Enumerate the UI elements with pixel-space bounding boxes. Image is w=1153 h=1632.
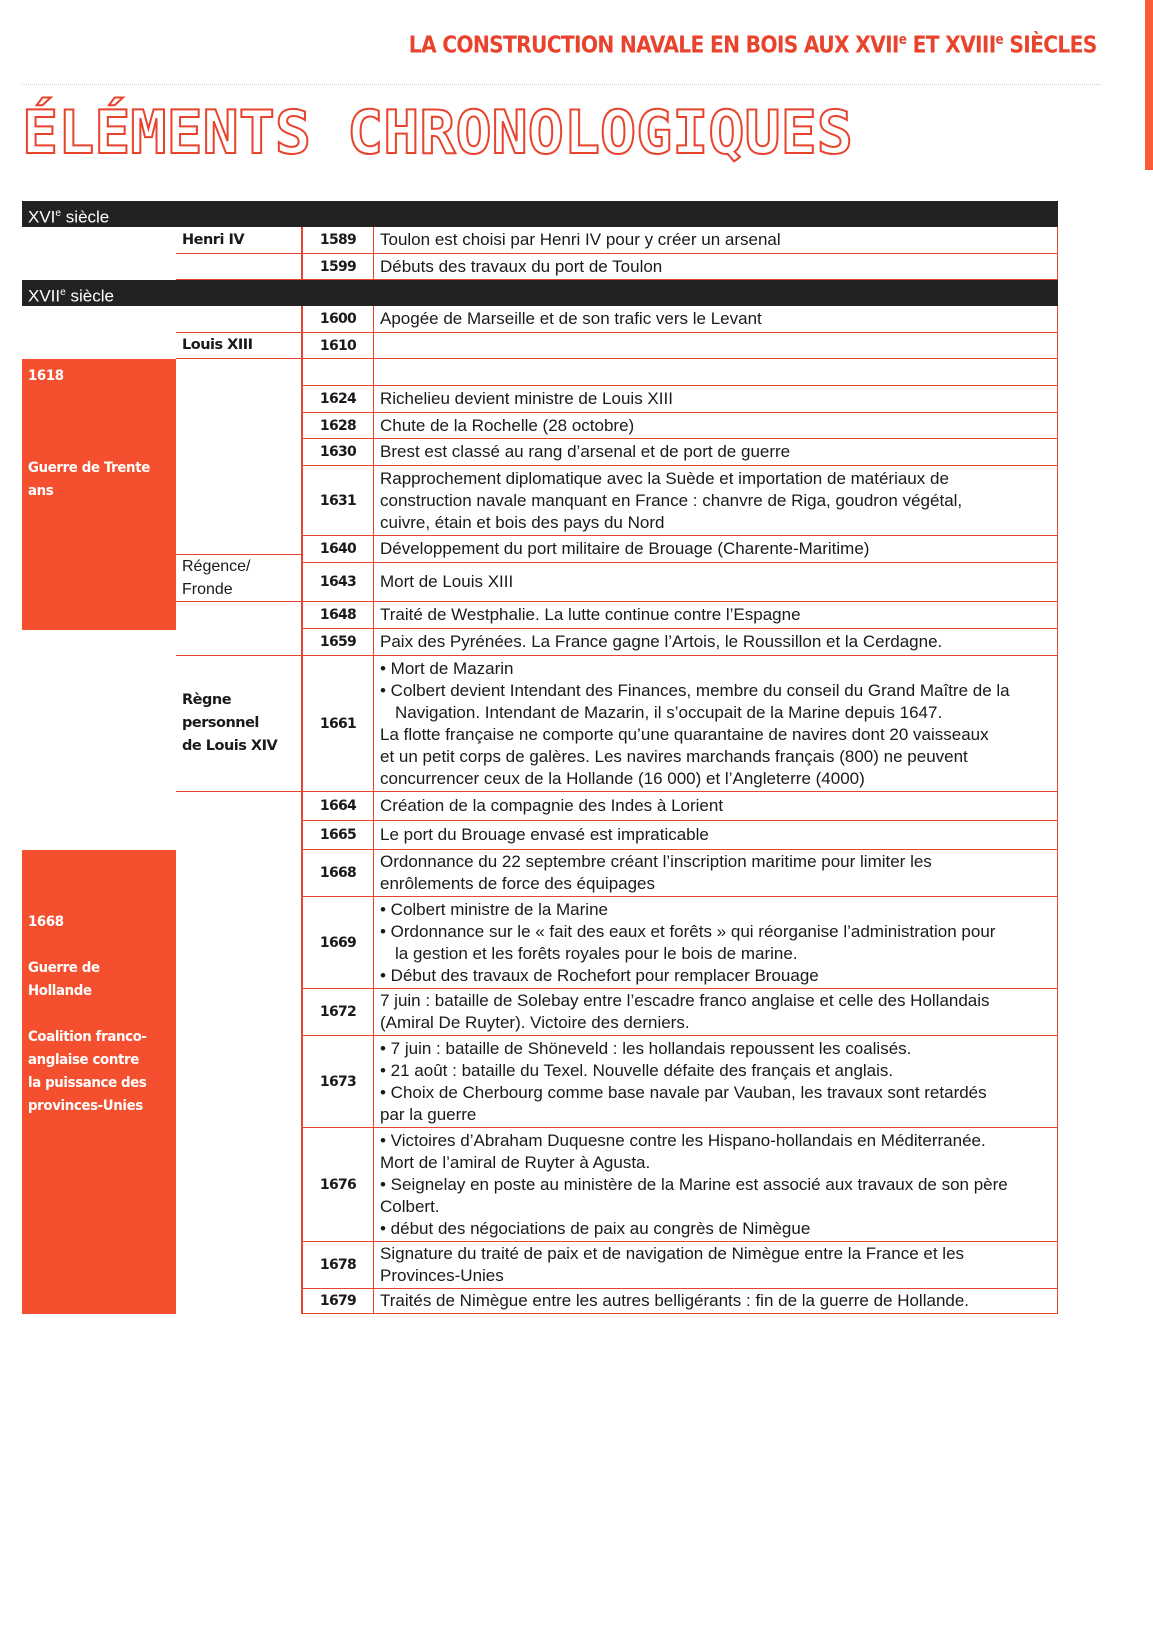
description-line: Richelieu devient ministre de Louis XIII (380, 389, 673, 408)
description-line: • 21 août : bataille du Texel. Nouvelle défaite des français et anglais. (380, 1060, 894, 1080)
description-line: Brest est classé au rang d’arsenal et de port de guerre (380, 442, 791, 461)
description-line: et un petit corps de galères. Les navires marchands français (800) ne peuvent (380, 746, 968, 766)
row-description (374, 536, 1058, 563)
description-line: Développement du port militaire de Brouage (Charente-Maritime) (380, 539, 870, 558)
description-line: enrôlements de force des équipages (380, 874, 656, 893)
row-year: 1648 (302, 602, 374, 629)
row-year: 1669 (302, 897, 374, 989)
reign-henri-iv: Henri IV (176, 227, 302, 254)
reign-louis-xiv: Règne personnel de Louis XIV (176, 656, 302, 792)
row-year: 1661 (302, 656, 374, 792)
row-description (374, 656, 1058, 792)
row-description (374, 1128, 1058, 1242)
century-band-16: XVIe siècle (22, 201, 1058, 227)
row-description (374, 792, 1058, 821)
description-line: Signature du traité de paix et de navigation de Nimègue entre la France et les (380, 1244, 965, 1263)
row-year: 1665 (302, 821, 374, 850)
running-header: LA CONSTRUCTION NAVALE EN BOIS AUX XVIIe ET XVIIIe SIÈCLES (409, 32, 1097, 59)
period-lines: 1618 Guerre de Trente ans (28, 368, 150, 499)
row-description (374, 602, 1058, 629)
row-description (374, 1036, 1058, 1128)
description-line: Traités de Nimègue entre les autres belligérants : fin de la guerre de Hollande. (380, 1291, 970, 1310)
row-description (374, 306, 1058, 333)
row-description (374, 386, 1058, 413)
description-line: Rapprochement diplomatique avec la Suède et importation de matériaux de (380, 468, 949, 488)
description-line: • Début des travaux de Rochefort pour remplacer Brouage (380, 965, 819, 985)
description-line: Le port du Brouage envasé est impraticable (380, 825, 709, 844)
description-line: Création de la compagnie des Indes à Lorient (380, 796, 724, 815)
row-description (374, 466, 1058, 536)
description-line: Navigation. Intendant de Mazarin, il s’occupait de la Marine depuis 1647. (395, 702, 943, 722)
description-line: • Victoires d’Abraham Duquesne contre les Hispano-hollandais en Méditerranée. (380, 1130, 986, 1150)
chronology-table (22, 201, 1101, 1367)
row-year: 1643 (302, 563, 374, 602)
row-description (374, 563, 1058, 602)
row-year: 1631 (302, 466, 374, 536)
description-line: 7 juin : bataille de Solebay entre l’escadre franco anglaise et celle des Hollandais (380, 991, 990, 1010)
description-line: Provinces-Unies (380, 1266, 504, 1285)
row-description (374, 629, 1058, 656)
description-line: Apogée de Marseille et de son trafic vers le Levant (380, 309, 762, 328)
description-line: concurrencer ceux de la Hollande (16 000) et l’Angleterre (4000) (380, 768, 865, 788)
description-line: • 7 juin : bataille de Shöneveld : les hollandais repoussent les coalisés. (380, 1038, 912, 1058)
description-line: • Mort de Mazarin (380, 658, 514, 678)
row-description (374, 1242, 1058, 1289)
row-year: 1624 (302, 386, 374, 413)
description-line: (Amiral De Ruyter). Victoire des derniers. (380, 1013, 690, 1032)
reign-regence-fronde: Régence/ Fronde (176, 555, 302, 602)
description-line: construction navale manquant en France : chanvre de Riga, goudron végétal, (380, 490, 963, 510)
row-year: 1659 (302, 629, 374, 656)
row-year: 1664 (302, 792, 374, 821)
row-year: 1589 (302, 227, 374, 254)
row-description (374, 254, 1058, 280)
description-line: Mort de Louis XIII (380, 572, 514, 591)
row-year: 1599 (302, 254, 374, 280)
description-line: la gestion et les forêts royales pour le bois de marine. (395, 943, 798, 963)
row-description (374, 333, 1058, 359)
header-rule (22, 84, 1101, 85)
row-description (374, 1289, 1058, 1314)
row-description (374, 227, 1058, 254)
description-line: La flotte française ne comporte qu’une quarantaine de navires dont 20 vaisseaux (380, 724, 989, 744)
century-band-17: XVIIe siècle (22, 280, 1058, 306)
description-line: Mort de l’amiral de Ruyter à Agusta. (380, 1152, 651, 1172)
description-line: Débuts des travaux du port de Toulon (380, 256, 663, 276)
description-line: cuivre, étain et bois des pays du Nord (380, 512, 665, 532)
description-line: Ordonnance du 22 septembre créant l’inscription maritime pour limiter les (380, 852, 932, 871)
description-line: Colbert. (380, 1196, 440, 1216)
row-description (374, 439, 1058, 466)
chronology-rows (22, 201, 1058, 1314)
row-year: 1640 (302, 536, 374, 563)
page-title: ÉLÉMENTS CHRONOLOGIQUES (22, 98, 853, 168)
description-line: • Seignelay en poste au ministère de la Marine est associé aux travaux de son père (380, 1174, 1008, 1194)
row-description (374, 850, 1058, 897)
description-line: par la guerre (380, 1104, 477, 1124)
row-year: 1676 (302, 1128, 374, 1242)
row-year: 1679 (302, 1289, 374, 1314)
description-line: • Choix de Cherbourg comme base navale par Vauban, les travaux sont retardés (380, 1082, 987, 1102)
description-line: • Ordonnance sur le « fait des eaux et forêts » qui réorganise l’administration pour (380, 921, 996, 941)
description-line: Chute de la Rochelle (28 octobre) (380, 415, 635, 435)
row-description (374, 897, 1058, 989)
row-description (374, 989, 1058, 1036)
description-line: Toulon est choisi par Henri IV pour y créer un arsenal (380, 230, 781, 249)
description-line: • Colbert devient Intendant des Finances, membre du conseil du Grand Maître de la (380, 680, 1010, 700)
description-line: • Colbert ministre de la Marine (380, 899, 608, 919)
row-year: 1600 (302, 306, 374, 333)
description-line: Paix des Pyrénées. La France gagne l’Artois, le Roussillon et la Cerdagne. (380, 632, 943, 651)
row-year: 1628 (302, 413, 374, 439)
description-line: Traité de Westphalie. La lutte continue contre l’Espagne (380, 605, 801, 624)
row-year: 1673 (302, 1036, 374, 1128)
row-year: 1668 (302, 850, 374, 897)
row-year: 1678 (302, 1242, 374, 1289)
description-line: • début des négociations de paix au congrès de Nimègue (380, 1218, 811, 1238)
row-description (374, 359, 1058, 386)
row-description (374, 821, 1058, 850)
side-tab (1145, 0, 1153, 170)
row-year: 1672 (302, 989, 374, 1036)
row-description (374, 413, 1058, 439)
period-lines: 1668 Guerre de Hollande Coalition franco- anglaise contre la puissance des provinces-Unies 1679 (28, 914, 147, 1367)
row-year: 1630 (302, 439, 374, 466)
row-year: 1610 (302, 333, 374, 359)
row-year (302, 359, 374, 386)
reign-louis-xiii: Louis XIII (176, 333, 302, 359)
